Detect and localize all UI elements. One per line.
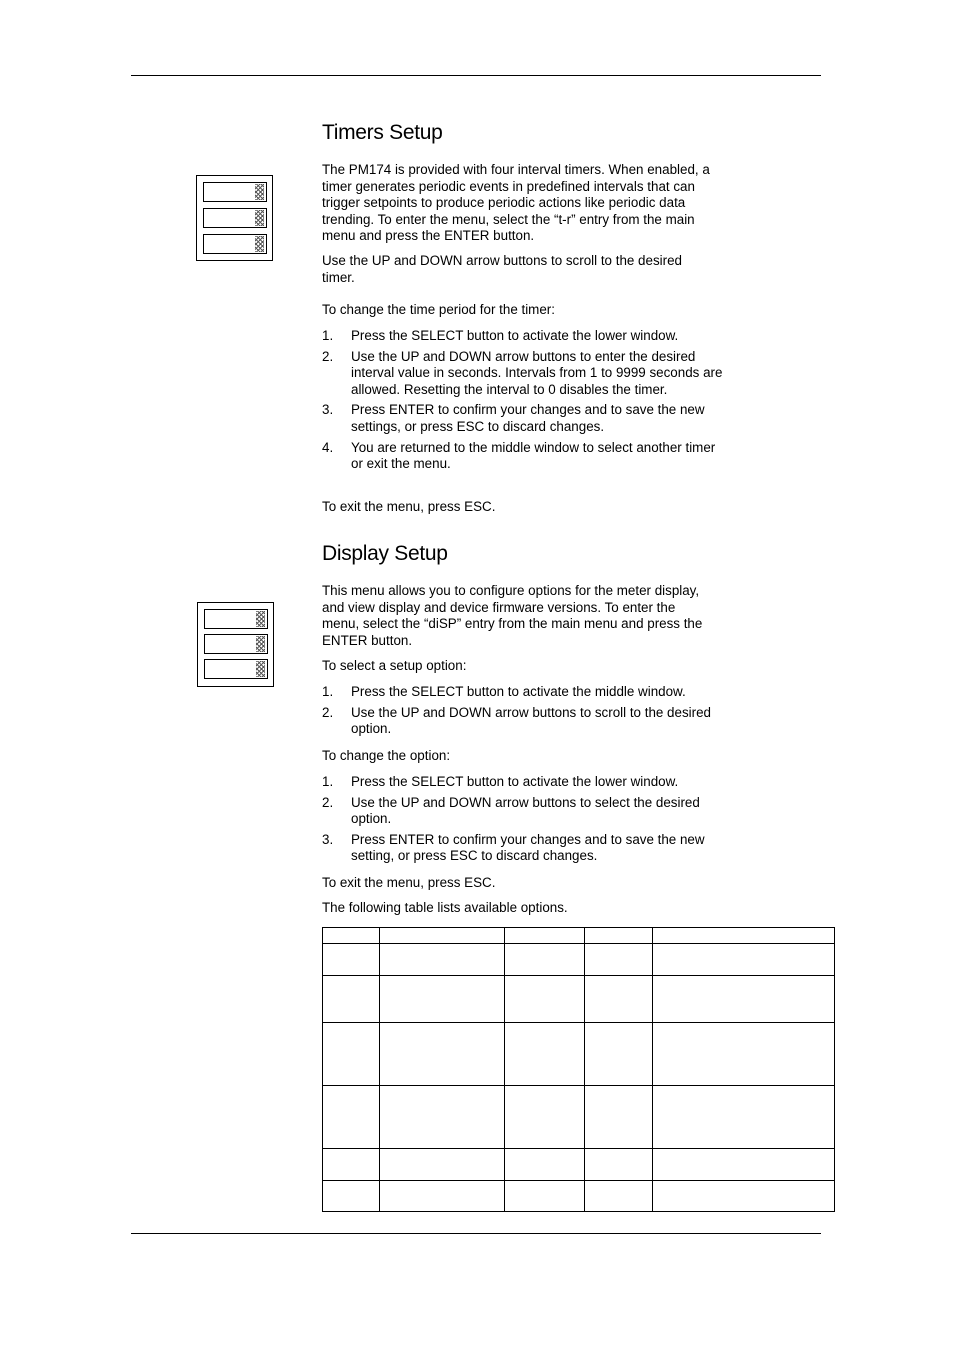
display-options-table: [322, 927, 835, 1212]
table-row: [323, 1023, 835, 1086]
list-item: 2. Use the UP and DOWN arrow buttons to scroll to the desired option.: [322, 704, 711, 737]
list-item: 3. Press ENTER to confirm your changes and to save the new setting, or press ESC to discard changes.: [322, 831, 705, 864]
display-window-middle: [203, 208, 267, 228]
display-change-steps: [322, 774, 727, 869]
timers-exit-text: To exit the menu, press ESC.: [322, 499, 496, 514]
display-select-intro: To select a setup option:: [322, 658, 467, 673]
display-window-middle: [204, 634, 268, 654]
timers-display-icon: [196, 175, 273, 261]
display-window-upper: [204, 609, 268, 629]
display-table-intro: The following table lists available options.: [322, 900, 568, 915]
timers-change-intro: To change the time period for the timer:: [322, 302, 555, 317]
header-rule: [131, 75, 821, 76]
footer-rule: [131, 1233, 821, 1234]
display-intro: This menu allows you to configure options for the meter display, and view display and device firmware versions. To enter the menu, select the “diSP” entry from the main menu and press the ENTER button.: [322, 583, 703, 648]
table-row: [323, 1149, 835, 1181]
display-window-lower: [204, 659, 268, 679]
list-item: 1. Press the SELECT button to activate the lower window.: [322, 774, 679, 789]
table-row: [323, 1181, 835, 1212]
table-row: [323, 976, 835, 1023]
table-row: [323, 944, 835, 976]
list-item: 2. Use the UP and DOWN arrow buttons to enter the desired interval value in seconds. Intervals from 1 to 9999 seconds are allowed. Resetting the interval to 0 disables the timer.: [322, 348, 723, 397]
list-item: 1. Press the SELECT button to activate the lower window.: [322, 328, 679, 343]
display-window-lower: [203, 234, 267, 254]
display-window-upper: [203, 182, 267, 202]
list-item: 1. Press the SELECT button to activate the middle window.: [322, 684, 686, 699]
display-setup-icon: [197, 602, 274, 687]
timers-heading: Timers Setup: [322, 121, 443, 144]
display-select-steps: [322, 684, 727, 742]
timers-intro: The PM174 is provided with four interval timers. When enabled, a timer generates periodic events in predefined intervals that can trigger setpoints to produce periodic actions like periodic data trending. To enter the menu, select the “t-r” entry from the main menu and press the ENTER button.: [322, 162, 710, 244]
timers-steps: [322, 328, 727, 477]
list-item: 2. Use the UP and DOWN arrow buttons to select the desired option.: [322, 794, 700, 827]
timers-scroll-text: Use the UP and DOWN arrow buttons to scroll to the desired timer.: [322, 253, 682, 285]
table-header-row: [323, 928, 835, 944]
list-item: 3. Press ENTER to confirm your changes and to save the new settings, or press ESC to discard changes.: [322, 402, 705, 434]
table-row: [323, 1086, 835, 1149]
display-heading: Display Setup: [322, 542, 448, 565]
list-item: 4. You are returned to the middle window to select another timer or exit the menu.: [322, 439, 716, 472]
display-change-intro: To change the option:: [322, 748, 451, 763]
display-exit-text: To exit the menu, press ESC.: [322, 875, 496, 890]
